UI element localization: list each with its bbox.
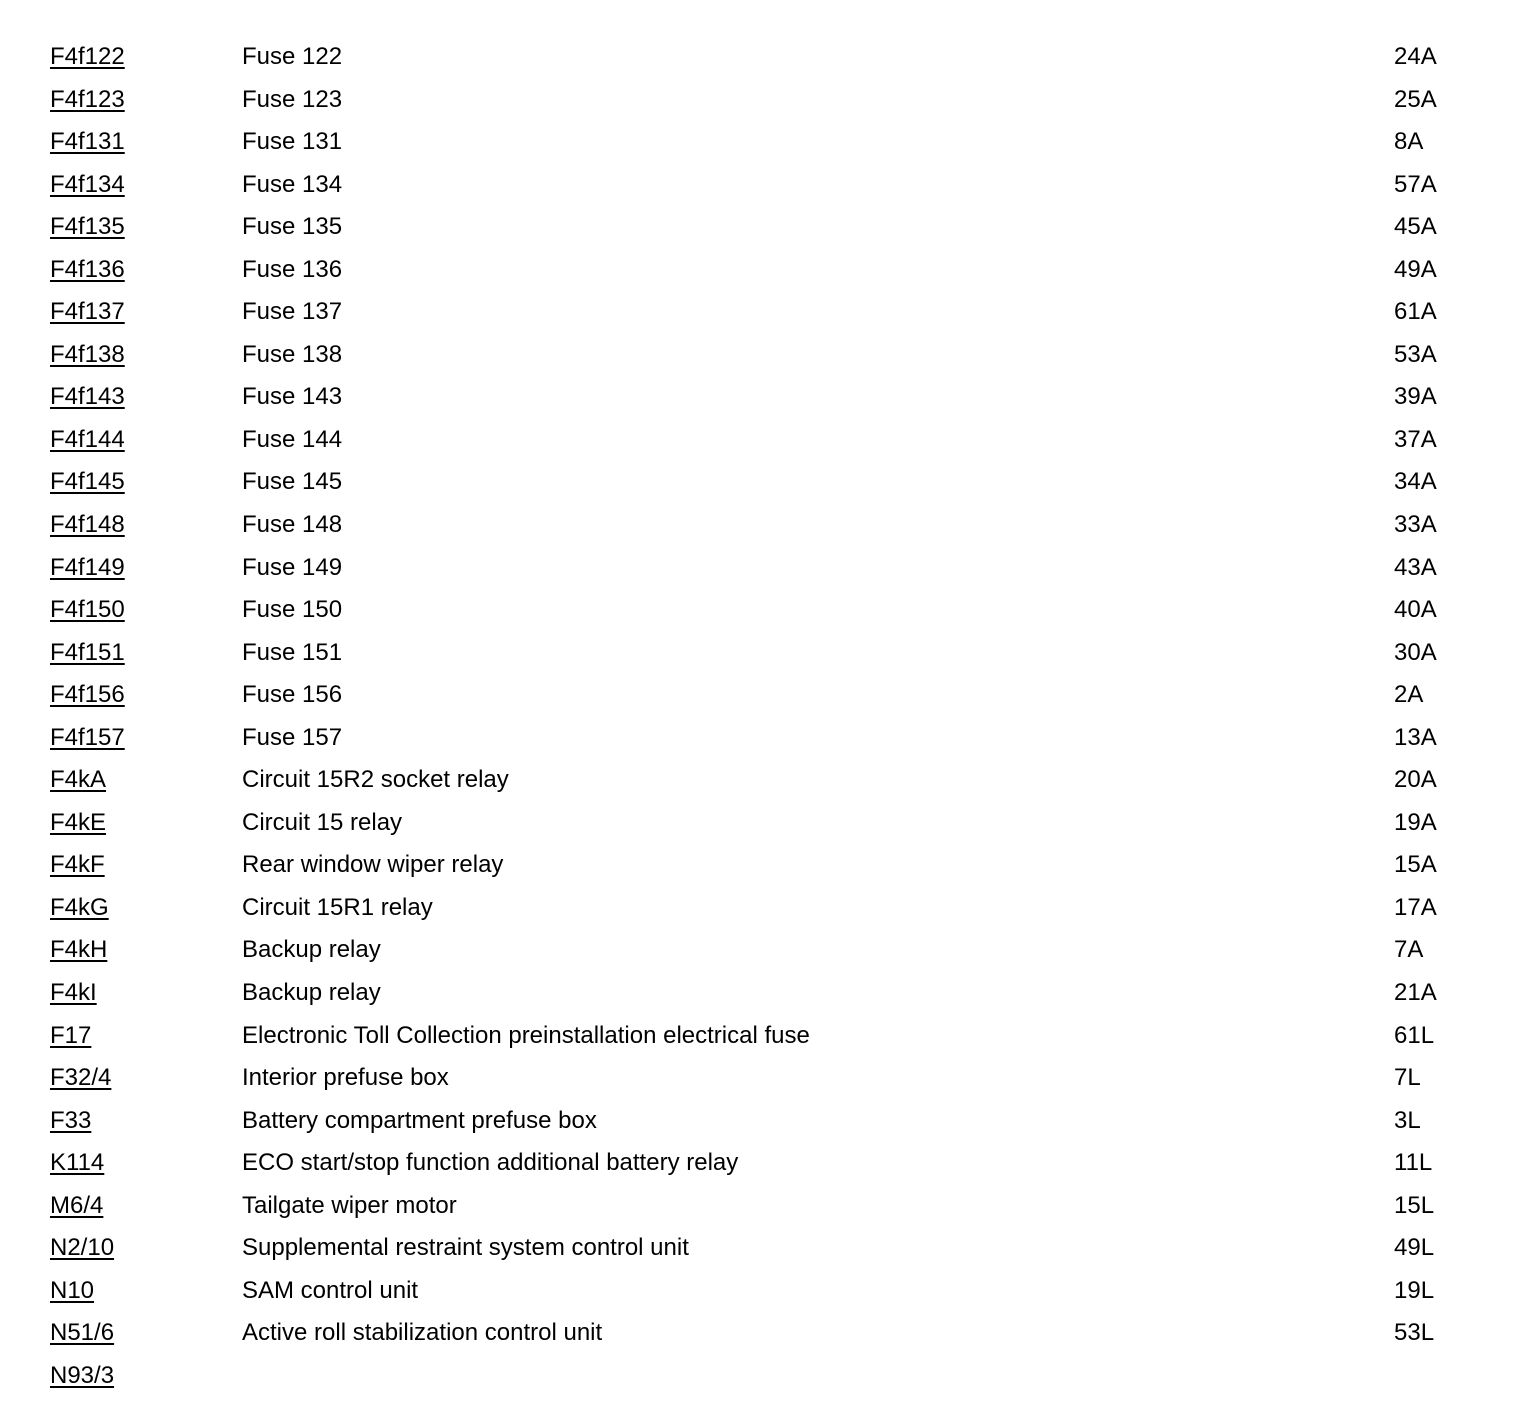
table-row (50, 1312, 1490, 1355)
component-description: Electronic Toll Collection preinstallation electrical fuse (242, 1021, 810, 1049)
component-code-link[interactable]: K114 (50, 1149, 105, 1177)
table-row (50, 121, 1490, 164)
component-code-link[interactable]: F4kI (50, 979, 97, 1007)
table-row (50, 1355, 1490, 1398)
component-description: Fuse 122 (242, 43, 343, 70)
table-row (50, 334, 1490, 377)
component-location: 17A (1394, 893, 1437, 921)
component-code-link[interactable]: F4f123 (50, 85, 125, 113)
component-location: 8A (1394, 128, 1424, 156)
component-description: Fuse 138 (242, 340, 343, 368)
table-row (50, 1057, 1490, 1100)
component-location: 21A (1394, 979, 1437, 1007)
component-code-link[interactable]: F4f137 (50, 298, 125, 326)
component-code-link[interactable]: F17 (50, 1021, 92, 1049)
component-code-link[interactable]: F4kE (50, 808, 107, 836)
table-row (50, 36, 1490, 79)
component-location: 7L (1394, 1064, 1421, 1092)
table-row (50, 759, 1490, 802)
component-code-link[interactable]: F4f145 (50, 468, 125, 496)
component-location: 53L (1394, 1319, 1435, 1347)
table-row (50, 164, 1490, 207)
component-description: Backup relay (242, 936, 381, 964)
component-location: 7A (1394, 936, 1424, 964)
component-description: Fuse 143 (242, 383, 343, 411)
component-code-link[interactable]: F4f136 (50, 255, 125, 283)
component-location: 33A (1394, 511, 1437, 539)
table-row (50, 1185, 1490, 1228)
component-description: Fuse 134 (242, 170, 343, 198)
component-location: 3L (1394, 1106, 1421, 1134)
table-row (50, 972, 1490, 1015)
component-description: Fuse 135 (242, 213, 343, 241)
component-code-link[interactable]: F4f131 (50, 128, 125, 156)
component-code-link[interactable]: F4f122 (50, 43, 125, 70)
component-description: Fuse 137 (242, 298, 343, 326)
table-row (50, 249, 1490, 292)
table-row (50, 79, 1490, 122)
component-code-link[interactable]: M6/4 (50, 1191, 104, 1219)
component-description: Fuse 150 (242, 596, 343, 624)
component-location: 13A (1394, 723, 1437, 751)
component-location: 24A (1394, 43, 1437, 70)
component-code-link[interactable]: F4f144 (50, 425, 125, 453)
component-location: 25A (1394, 85, 1437, 113)
component-description: Fuse 157 (242, 723, 343, 751)
component-location: 40A (1394, 596, 1437, 624)
component-description: Fuse 131 (242, 128, 343, 156)
component-location: 37A (1394, 425, 1437, 453)
component-code-link[interactable]: F4f148 (50, 511, 125, 539)
table-row (50, 929, 1490, 972)
component-code-link[interactable]: F4f156 (50, 681, 125, 709)
component-location: 30A (1394, 638, 1437, 666)
table-row (50, 844, 1490, 887)
component-location: 20A (1394, 766, 1437, 794)
table-row (50, 1142, 1490, 1185)
component-description: Circuit 15 relay (242, 808, 403, 836)
table-row (50, 547, 1490, 590)
component-location: 57A (1394, 170, 1437, 198)
component-location: 34A (1394, 468, 1437, 496)
component-code-link[interactable]: F4f134 (50, 170, 125, 198)
table-row (50, 461, 1490, 504)
table-row (50, 717, 1490, 760)
component-description: Active roll stabilization control unit (242, 1319, 603, 1347)
component-description: ECO start/stop function additional battery relay (242, 1149, 739, 1177)
component-code-link[interactable]: N93/3 (50, 1361, 115, 1389)
component-code-link[interactable]: N51/6 (50, 1319, 115, 1347)
component-code-link[interactable]: N10 (50, 1276, 95, 1304)
component-location: 53A (1394, 340, 1437, 368)
component-code-link[interactable]: F4f149 (50, 553, 125, 581)
table-row (50, 802, 1490, 845)
component-description: Fuse 149 (242, 553, 343, 581)
table-row (50, 1270, 1490, 1313)
component-description: Fuse 144 (242, 425, 343, 453)
component-code-link[interactable]: F4kH (50, 936, 108, 964)
table-row (50, 887, 1490, 930)
component-code-link[interactable]: F4f150 (50, 596, 125, 624)
table-row (50, 589, 1490, 632)
component-description: Backup relay (242, 979, 381, 1007)
component-code-link[interactable]: F4f143 (50, 383, 125, 411)
component-location: 15L (1394, 1191, 1435, 1219)
table-row (50, 504, 1490, 547)
table-row (50, 206, 1490, 249)
component-location: 43A (1394, 553, 1437, 581)
component-location: 61A (1394, 298, 1437, 326)
component-location: 19L (1394, 1276, 1435, 1304)
table-row (50, 376, 1490, 419)
table-row (50, 419, 1490, 462)
table-row (50, 632, 1490, 675)
component-code-link[interactable]: N2/10 (50, 1234, 115, 1262)
component-description: Fuse 151 (242, 638, 343, 666)
component-code-link[interactable]: F33 (50, 1106, 92, 1134)
component-code-link[interactable]: F4kG (50, 893, 109, 921)
component-location: 19A (1394, 808, 1437, 836)
component-location: 39A (1394, 383, 1437, 411)
table-row (50, 1227, 1490, 1270)
component-description: Fuse 148 (242, 511, 343, 539)
component-description: Circuit 15R2 socket relay (242, 766, 509, 794)
component-description: Tailgate wiper motor (242, 1191, 457, 1219)
component-location: 45A (1394, 213, 1437, 241)
component-location: 49A (1394, 255, 1437, 283)
component-code-link[interactable]: F4kA (50, 766, 107, 794)
component-description: Fuse 136 (242, 255, 343, 283)
component-description: Fuse 145 (242, 468, 343, 496)
component-code-link[interactable]: F4f138 (50, 340, 125, 368)
component-code-link[interactable]: F4f135 (50, 213, 125, 241)
component-code-link[interactable]: F4kF (50, 851, 105, 879)
component-code-link[interactable]: F4f157 (50, 723, 125, 751)
component-description: SAM control unit (242, 1276, 419, 1304)
component-location: 11L (1394, 1149, 1433, 1177)
table-row (50, 1100, 1490, 1143)
component-description: Supplemental restraint system control unit (242, 1234, 689, 1262)
table-row (50, 674, 1490, 717)
table-row (50, 291, 1490, 334)
component-description: Fuse 156 (242, 681, 343, 709)
component-description: Battery compartment prefuse box (242, 1106, 597, 1134)
component-location: 61L (1394, 1021, 1435, 1049)
component-location: 49L (1394, 1234, 1435, 1262)
table-row (50, 1015, 1490, 1058)
component-location: 15A (1394, 851, 1437, 879)
component-code-link[interactable]: F32/4 (50, 1064, 112, 1092)
component-description: Interior prefuse box (242, 1064, 449, 1092)
component-description: Circuit 15R1 relay (242, 893, 433, 921)
component-location: 2A (1394, 681, 1424, 709)
component-code-link[interactable]: F4f151 (50, 638, 125, 666)
fuse-table (50, 36, 1490, 1398)
component-description: Fuse 123 (242, 85, 343, 113)
component-description: Rear window wiper relay (242, 851, 504, 879)
